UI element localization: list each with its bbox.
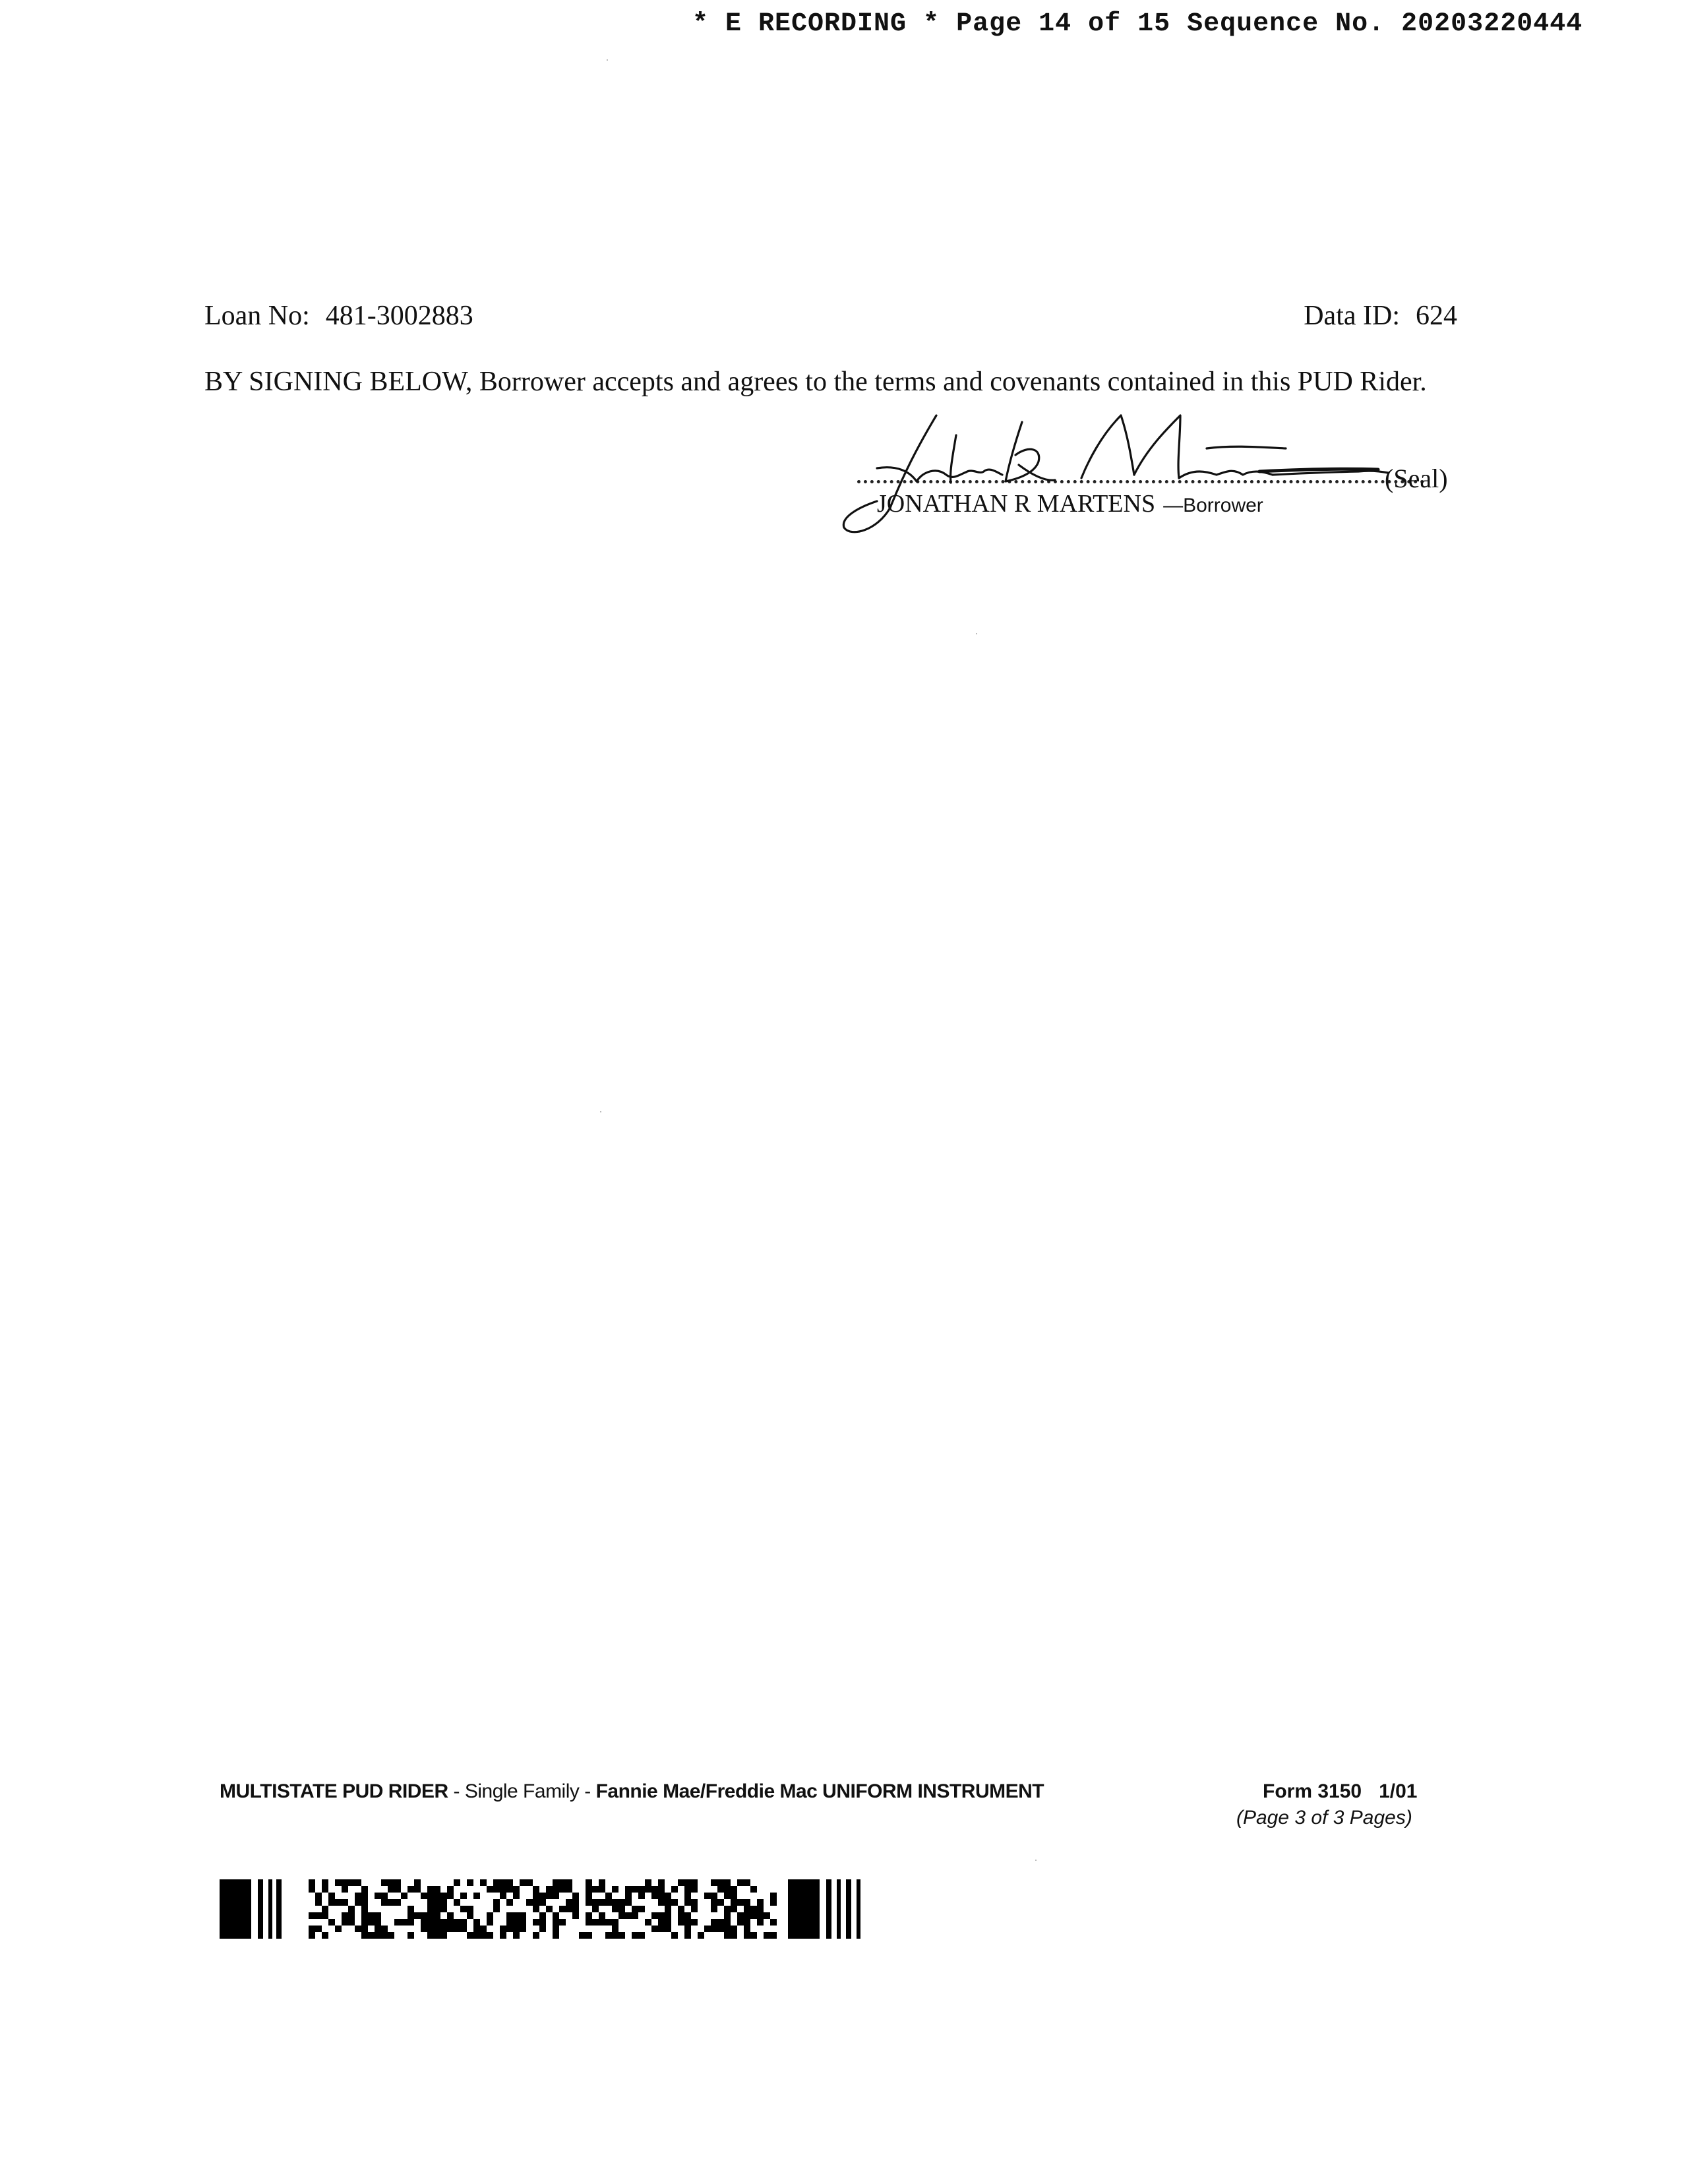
- handwritten-signature: [837, 409, 1431, 541]
- loan-number-label: Loan No:: [204, 301, 310, 331]
- agreement-paragraph: BY SIGNING BELOW, Borrower accepts and agrees to the terms and covenants contained in this PUD Rider.: [204, 367, 1427, 397]
- scan-speck: [1035, 1860, 1037, 1861]
- scan-speck: [600, 1111, 601, 1112]
- loan-info-line: [204, 300, 1457, 332]
- scan-speck: [607, 59, 608, 61]
- form-title: [220, 1780, 1044, 1803]
- form-title-separator: -: [448, 1780, 465, 1802]
- form-identifier: [1263, 1780, 1417, 1803]
- form-number: Form 3150: [1263, 1780, 1362, 1802]
- form-title-separator: -: [579, 1780, 596, 1802]
- form-title-variant: Single Family: [464, 1780, 580, 1802]
- signer-name: JONATHAN R MARTENS: [877, 490, 1156, 518]
- form-date: 1/01: [1379, 1780, 1418, 1802]
- form-title-primary: MULTISTATE PUD RIDER: [220, 1780, 448, 1802]
- scan-speck: [976, 633, 977, 634]
- data-id-value: 624: [1416, 301, 1457, 331]
- loan-number-value: 481-3002883: [325, 301, 473, 331]
- signature-block: [837, 409, 1470, 541]
- page-count: (Page 3 of 3 Pages): [1236, 1807, 1412, 1829]
- barcode: [220, 1879, 879, 1939]
- loan-number: [204, 300, 473, 332]
- signer-role: —Borrower: [1163, 495, 1263, 516]
- recording-stamp: * E RECORDING * Page 14 of 15 Sequence No. 20203220444: [692, 9, 1583, 39]
- data-id-label: Data ID:: [1304, 301, 1400, 331]
- data-id: [1304, 300, 1457, 332]
- form-title-instrument: Fannie Mae/Freddie Mac UNIFORM INSTRUMENT: [595, 1780, 1044, 1802]
- seal-label: (Seal): [1385, 464, 1448, 493]
